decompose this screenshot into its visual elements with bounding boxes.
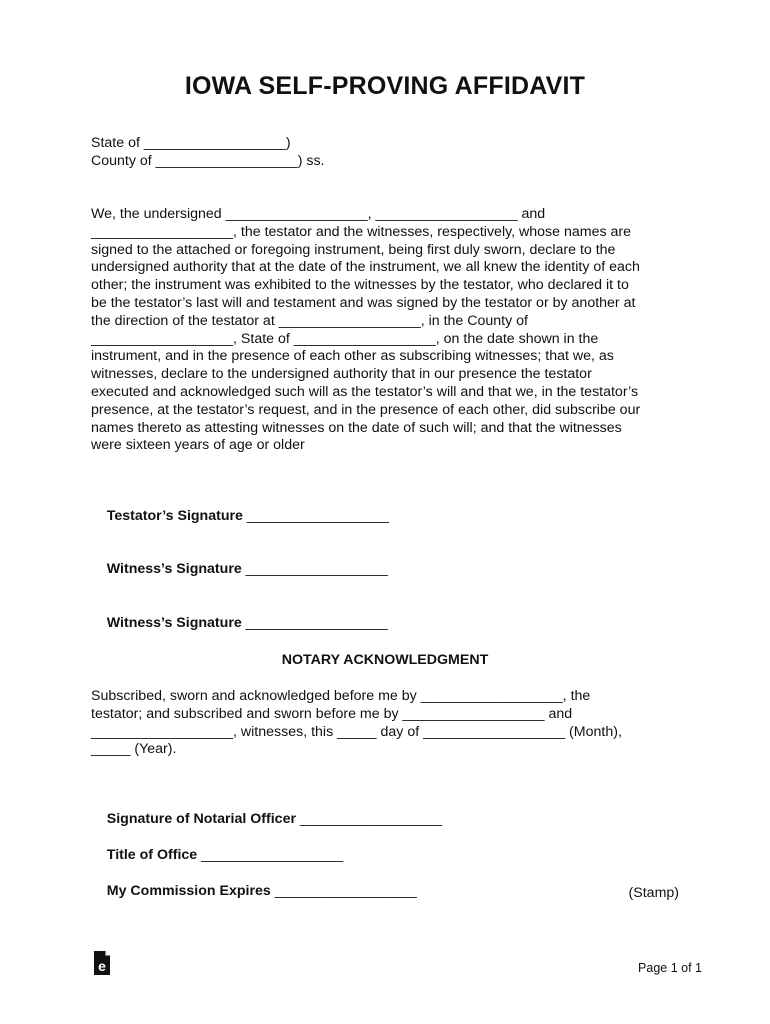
commission-expires-blank[interactable]: __________________ xyxy=(270,883,417,899)
testator-signature-label: Testator’s Signature xyxy=(106,508,243,524)
eforms-logo-icon xyxy=(92,950,112,981)
notary-paragraph xyxy=(91,688,681,759)
affidavit-line: be the testator’s last will and testament and was signed by the testator or by another at xyxy=(91,294,636,311)
affidavit-line: executed and acknowledged such will as the testator’s will and that we, in the testator’s xyxy=(91,383,639,400)
notarial-officer-label: Signature of Notarial Officer xyxy=(106,811,296,827)
affidavit-line: were sixteen years of age or older xyxy=(91,437,305,454)
testator-signature-blank[interactable]: __________________ xyxy=(242,508,389,524)
witness-2-signature-blank[interactable]: __________________ xyxy=(241,615,388,631)
logo-letter: e xyxy=(98,958,106,974)
affidavit-line: __________________, State of __________________, on the date shown in the xyxy=(91,330,599,347)
witness-2-signature-field xyxy=(91,599,388,647)
commission-expires-field xyxy=(91,867,417,915)
county-line: County of __________________) ss. xyxy=(91,153,325,169)
stamp-placeholder: (Stamp) xyxy=(628,885,679,901)
affidavit-paragraph xyxy=(91,206,681,455)
notary-line: _____ (Year). xyxy=(91,741,177,758)
affidavit-line: We, the undersigned __________________, __________________ and xyxy=(91,206,546,222)
witness-1-signature-label: Witness’s Signature xyxy=(106,561,242,577)
state-line: State of __________________) xyxy=(91,135,291,151)
affidavit-line: __________________, the testator and the witnesses, respectively, whose names are xyxy=(91,223,632,240)
affidavit-line: witnesses, declare to the undersigned authority that in our presence the testator xyxy=(91,366,592,383)
affidavit-line: presence, at the testator’s request, and in the presence of each other, did subscribe our xyxy=(91,401,641,418)
affidavit-line: names thereto as attesting witnesses on the date of such will; and that the witnesses xyxy=(91,419,622,436)
affidavit-line: other; the instrument was exhibited to the witnesses by the testator, who declared it to xyxy=(91,277,629,294)
notary-line: testator; and subscribed and sworn before me by __________________ and xyxy=(91,705,573,722)
witness-1-signature-blank[interactable]: __________________ xyxy=(241,561,388,577)
title-of-office-blank[interactable]: __________________ xyxy=(197,847,344,863)
notary-line: Subscribed, sworn and acknowledged before me by __________________, the xyxy=(91,688,591,704)
document-title: IOWA SELF-PROVING AFFIDAVIT xyxy=(184,72,586,100)
affidavit-line: instrument, and in the presence of each other as subscribing witnesses; that we, as xyxy=(91,348,614,365)
page-number: Page 1 of 1 xyxy=(638,961,702,975)
notary-heading: NOTARY ACKNOWLEDGMENT xyxy=(281,652,489,668)
title-of-office-label: Title of Office xyxy=(106,847,198,863)
commission-expires-label: My Commission Expires xyxy=(106,883,271,899)
witness-1-signature-field xyxy=(91,545,388,593)
affidavit-line: signed to the attached or foregoing instrument, being first duly sworn, declare to the xyxy=(91,241,616,258)
notarial-officer-blank[interactable]: __________________ xyxy=(295,811,442,827)
testator-signature-field xyxy=(91,492,389,540)
witness-2-signature-label: Witness’s Signature xyxy=(106,615,242,631)
affidavit-line: the direction of the testator at __________________, in the County of xyxy=(91,312,528,329)
notary-line: __________________, witnesses, this _____ day of __________________ (Month), xyxy=(91,723,622,740)
affidavit-line: undersigned authority that at the date of the instrument, we all knew the identity of each xyxy=(91,259,640,276)
